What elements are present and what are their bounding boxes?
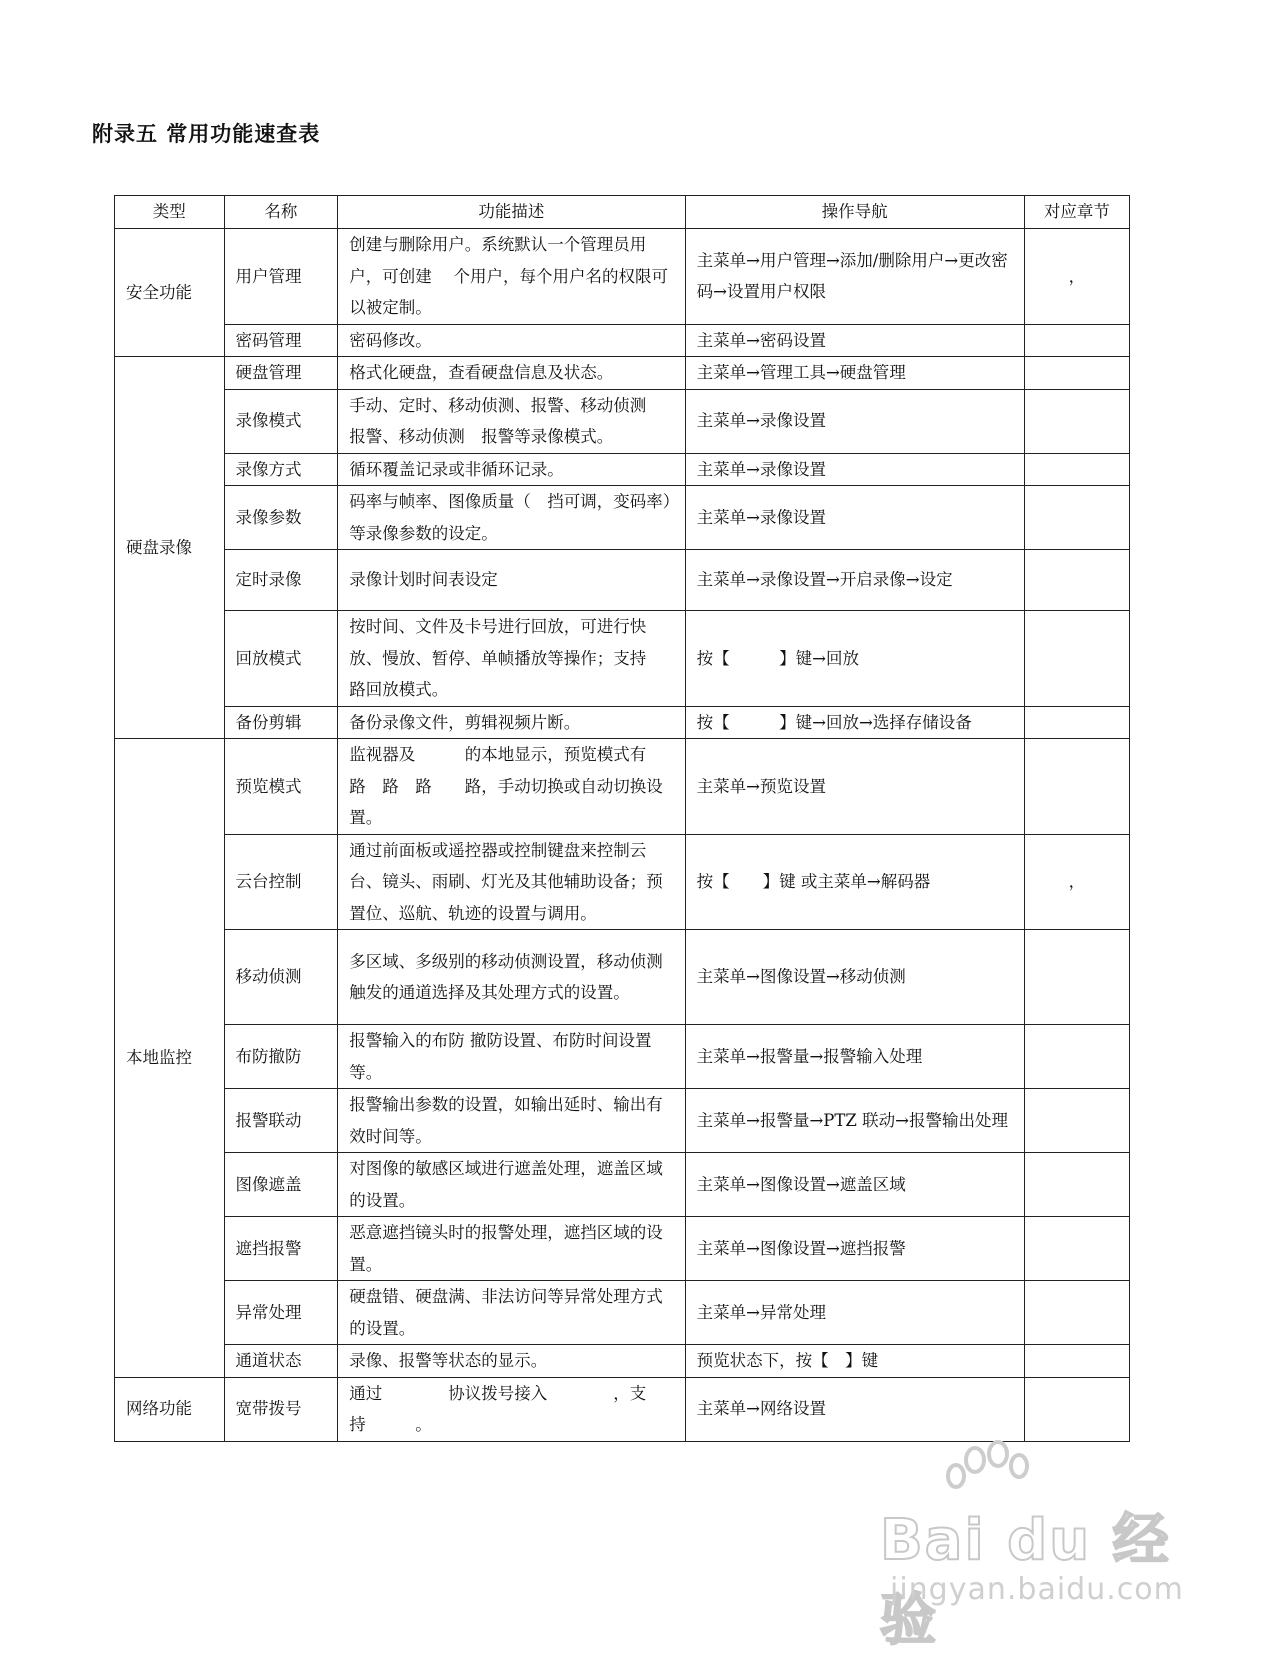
row-navigation: 预览状态下，按【 】键	[685, 1345, 1024, 1378]
category-network: 网络功能	[115, 1377, 225, 1441]
row-navigation: 主菜单→录像设置	[685, 389, 1024, 453]
table-row	[115, 389, 1130, 453]
table-row	[115, 357, 1130, 390]
row-description: 报警输出参数的设置，如输出延时、输出有效时间等。	[338, 1089, 685, 1153]
row-navigation: 主菜单→异常处理	[685, 1281, 1024, 1345]
row-name: 图像遮盖	[224, 1153, 338, 1217]
row-chapter	[1024, 1345, 1129, 1378]
row-chapter	[1024, 357, 1129, 390]
header-chapter: 对应章节	[1024, 196, 1129, 229]
row-description: 硬盘错、硬盘满、非法访问等异常处理方式的设置。	[338, 1281, 685, 1345]
row-description: 录像计划时间表设定	[338, 550, 685, 611]
baidu-jingyan-watermark	[880, 1440, 1190, 1653]
row-description: 按时间、文件及卡号进行回放，可进行快放、慢放、暂停、单帧播放等操作；支持 路回放模式。	[338, 611, 685, 707]
row-name: 密码管理	[224, 324, 338, 357]
row-name: 通道状态	[224, 1345, 338, 1378]
row-name: 布防撤防	[224, 1025, 338, 1089]
row-navigation: 主菜单→密码设置	[685, 324, 1024, 357]
table-row	[115, 550, 1130, 611]
header-type: 类型	[115, 196, 225, 229]
row-chapter	[1024, 739, 1129, 835]
row-description: 对图像的敏感区域进行遮盖处理，遮盖区域的设置。	[338, 1153, 685, 1217]
row-description: 码率与帧率、图像质量（ 挡可调，变码率）等录像参数的设定。	[338, 486, 685, 550]
row-navigation: 主菜单→图像设置→遮盖区域	[685, 1153, 1024, 1217]
row-chapter	[1024, 706, 1129, 739]
row-description: 通过前面板或遥控器或控制键盘来控制云台、镜头、雨刷、灯光及其他辅助设备；预置位、巡航、轨迹的设置与调用。	[338, 834, 685, 930]
row-chapter	[1024, 324, 1129, 357]
row-name: 报警联动	[224, 1089, 338, 1153]
row-chapter	[1024, 1217, 1129, 1281]
table-row	[115, 834, 1130, 930]
table-row	[115, 930, 1130, 1025]
row-description: 录像、报警等状态的显示。	[338, 1345, 685, 1378]
row-name: 遮挡报警	[224, 1217, 338, 1281]
row-description: 多区域、多级别的移动侦测设置，移动侦测触发的通道选择及其处理方式的设置。	[338, 930, 685, 1025]
row-chapter	[1024, 930, 1129, 1025]
row-description: 通过 协议拨号接入 ，支持 。	[338, 1377, 685, 1441]
row-chapter	[1024, 1089, 1129, 1153]
row-navigation: 主菜单→图像设置→移动侦测	[685, 930, 1024, 1025]
row-navigation: 主菜单→录像设置→开启录像→设定	[685, 550, 1024, 611]
header-name: 名称	[224, 196, 338, 229]
category-disk: 硬盘录像	[115, 357, 225, 739]
row-description: 循环覆盖记录或非循环记录。	[338, 453, 685, 486]
table-row	[115, 1345, 1130, 1378]
table-row	[115, 739, 1130, 835]
row-navigation: 主菜单→用户管理→添加/删除用户→更改密码→设置用户权限	[685, 229, 1024, 325]
table-row	[115, 1281, 1130, 1345]
row-chapter: ，	[1024, 834, 1129, 930]
row-description: 创建与删除用户。系统默认一个管理员用户，可创建 个用户，每个用户名的权限可以被定制。	[338, 229, 685, 325]
table-row	[115, 706, 1130, 739]
row-navigation: 主菜单→网络设置	[685, 1377, 1024, 1441]
table-row	[115, 1089, 1130, 1153]
row-navigation: 主菜单→管理工具→硬盘管理	[685, 357, 1024, 390]
row-description: 格式化硬盘，查看硬盘信息及状态。	[338, 357, 685, 390]
row-chapter	[1024, 1377, 1129, 1441]
table-row	[115, 611, 1130, 707]
row-name: 预览模式	[224, 739, 338, 835]
function-quickref-table	[114, 195, 1130, 1442]
page-title: 附录五 常用功能速查表	[92, 122, 321, 146]
table-row	[115, 453, 1130, 486]
category-local: 本地监控	[115, 739, 225, 1378]
row-chapter	[1024, 611, 1129, 707]
watermark-brand: Bai du 经验	[880, 1508, 1171, 1653]
row-chapter: ，	[1024, 229, 1129, 325]
row-chapter	[1024, 550, 1129, 611]
table-row	[115, 229, 1130, 325]
row-name: 录像模式	[224, 389, 338, 453]
row-chapter	[1024, 453, 1129, 486]
header-description: 功能描述	[338, 196, 685, 229]
row-name: 宽带拨号	[224, 1377, 338, 1441]
row-navigation: 主菜单→报警量→PTZ 联动→报警输出处理	[685, 1089, 1024, 1153]
row-name: 回放模式	[224, 611, 338, 707]
row-navigation: 主菜单→报警量→报警输入处理	[685, 1025, 1024, 1089]
row-chapter	[1024, 1025, 1129, 1089]
row-name: 录像参数	[224, 486, 338, 550]
row-description: 手动、定时、移动侦测、报警、移动侦测 报警、移动侦测 报警等录像模式。	[338, 389, 685, 453]
table-row	[115, 1377, 1130, 1441]
row-name: 云台控制	[224, 834, 338, 930]
row-name: 定时录像	[224, 550, 338, 611]
row-navigation: 主菜单→图像设置→遮挡报警	[685, 1217, 1024, 1281]
header-navigation: 操作导航	[685, 196, 1024, 229]
row-navigation: 按【 】键→回放→选择存储设备	[685, 706, 1024, 739]
row-navigation: 按【 】键→回放	[685, 611, 1024, 707]
row-description: 备份录像文件，剪辑视频片断。	[338, 706, 685, 739]
table-row	[115, 486, 1130, 550]
row-name: 用户管理	[224, 229, 338, 325]
row-description: 监视器及 的本地显示，预览模式有 路 路 路 路，手动切换或自动切换设置。	[338, 739, 685, 835]
row-name: 移动侦测	[224, 930, 338, 1025]
row-name: 备份剪辑	[224, 706, 338, 739]
table-row	[115, 1153, 1130, 1217]
row-chapter	[1024, 1153, 1129, 1217]
row-name: 录像方式	[224, 453, 338, 486]
row-description: 报警输入的布防 撤防设置、布防时间设置等。	[338, 1025, 685, 1089]
row-chapter	[1024, 486, 1129, 550]
category-security: 安全功能	[115, 229, 225, 357]
table-row	[115, 1217, 1130, 1281]
row-navigation: 按【 】键 或主菜单→解码器	[685, 834, 1024, 930]
row-navigation: 主菜单→录像设置	[685, 453, 1024, 486]
row-chapter	[1024, 1281, 1129, 1345]
row-navigation: 主菜单→录像设置	[685, 486, 1024, 550]
table-row	[115, 324, 1130, 357]
table-header-row	[115, 196, 1130, 229]
row-description: 密码修改。	[338, 324, 685, 357]
row-description: 恶意遮挡镜头时的报警处理，遮挡区域的设置。	[338, 1217, 685, 1281]
row-navigation: 主菜单→预览设置	[685, 739, 1024, 835]
row-chapter	[1024, 389, 1129, 453]
watermark-url: jingyan.baidu.com	[890, 1572, 1184, 1607]
row-name: 硬盘管理	[224, 357, 338, 390]
row-name: 异常处理	[224, 1281, 338, 1345]
table-row	[115, 1025, 1130, 1089]
